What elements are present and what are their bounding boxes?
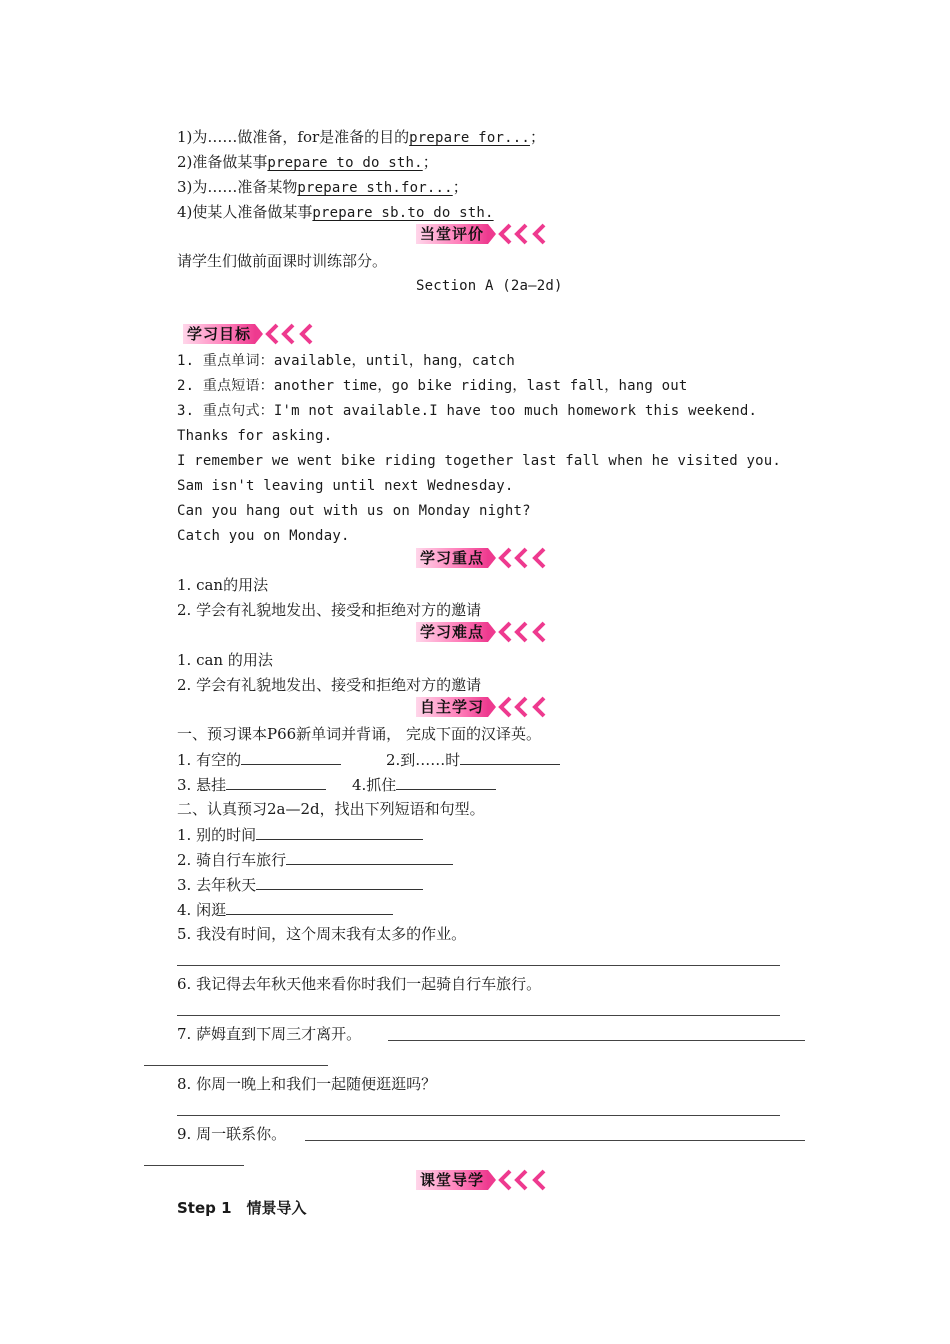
phrase-p1: [177, 824, 423, 844]
banner-guide-label: 课堂导学: [416, 1170, 488, 1190]
banner-key-points-label: 学习重点: [416, 548, 488, 568]
key-point-2: 2. 学会有礼貌地发出、接受和拒绝对方的邀请: [177, 601, 482, 619]
vocab-q3: [177, 774, 326, 794]
section-title: Section A (2a—2d): [416, 278, 563, 294]
phrase-p4-label: 4. 闲逛: [177, 901, 227, 919]
goal-sentences-2: Thanks for asking.: [177, 428, 333, 444]
sentence-p7: 7. 萨姆直到下周三才离开。: [177, 1025, 362, 1043]
prepare-item-2-en: prepare to do sth.: [267, 155, 423, 171]
phrase-p1-label: 1. 别的时间: [177, 826, 257, 844]
prepare-item-3-en: prepare sth.for...: [297, 180, 453, 196]
banner-self-study: [416, 695, 550, 719]
banner-key-points: [416, 546, 550, 570]
goal-words: 1. 重点单词：available，until，hang，catch: [177, 353, 515, 369]
sentence-p9: 9. 周一联系你。: [177, 1125, 287, 1143]
phrase-p2-label: 2. 骑自行车旅行: [177, 851, 287, 869]
answer-line-p7[interactable]: [388, 1040, 805, 1041]
vocab-q2-blank[interactable]: [460, 749, 560, 765]
vocab-q3-blank[interactable]: [226, 774, 326, 790]
banner-evaluation-label: 当堂评价: [416, 224, 488, 244]
chevrons-icon: [488, 1168, 550, 1192]
prepare-item-1-en: prepare for...: [409, 130, 530, 146]
sentence-p6: 6. 我记得去年秋天他来看你时我们一起骑自行车旅行。: [177, 975, 542, 993]
chevrons-icon: [488, 546, 550, 570]
prepare-item-1: 1)为……做准备，for是准备的目的prepare for...；: [177, 128, 545, 146]
banner-evaluation: [416, 222, 550, 246]
goal-sentences-3: I remember we went bike riding together last fall when he visited you.: [177, 453, 782, 469]
goal-sentences-5: Can you hang out with us on Monday night?: [177, 503, 531, 519]
phrase-p3-label: 3. 去年秋天: [177, 876, 257, 894]
banner-self-study-label: 自主学习: [416, 697, 488, 717]
banner-goals: [183, 322, 317, 346]
vocab-q1-label: 1. 有空的: [177, 751, 242, 769]
self-study-part2-title: 二、认真预习2a—2d，找出下列短语和句型。: [177, 800, 485, 818]
vocab-q4: [352, 774, 496, 794]
prepare-item-2: 2)准备做某事prepare to do sth.；: [177, 153, 438, 171]
answer-line-p5[interactable]: [177, 965, 780, 966]
evaluation-text: 请学生们做前面课时训练部分。: [177, 252, 388, 270]
goal-phrases: 2. 重点短语：another time，go bike riding，last fall，hang out: [177, 378, 688, 394]
phrase-p2-blank[interactable]: [286, 849, 453, 865]
difficulty-2: 2. 学会有礼貌地发出、接受和拒绝对方的邀请: [177, 676, 482, 694]
chevrons-icon: [255, 322, 317, 346]
phrase-p1-blank[interactable]: [256, 824, 423, 840]
banner-difficulties: [416, 620, 550, 644]
goal-sentences-1: 3. 重点句式：I'm not available.I have too much homework this weekend.: [177, 403, 758, 419]
chevrons-icon: [488, 620, 550, 644]
prepare-item-3-cn: 3)为……准备某物: [177, 178, 298, 196]
phrase-p3-blank[interactable]: [256, 874, 423, 890]
prepare-item-2-cn: 2)准备做某事: [177, 153, 268, 171]
answer-line-p9-cont[interactable]: [144, 1165, 244, 1166]
prepare-item-1-cn: 1)为……做准备，for是准备的目的: [177, 128, 410, 146]
vocab-q1: [177, 749, 341, 769]
prepare-item-4-en: prepare sb.to do sth.: [312, 205, 494, 221]
sentence-p8: 8. 你周一晚上和我们一起随便逛逛吗？: [177, 1075, 437, 1093]
chevrons-icon: [488, 222, 550, 246]
prepare-item-4: [177, 202, 494, 222]
banner-goals-label: 学习目标: [183, 324, 255, 344]
vocab-q4-label: 4.抓住: [352, 776, 397, 794]
difficulty-1: 1. can 的用法: [177, 651, 273, 669]
phrase-p4-blank[interactable]: [226, 899, 393, 915]
answer-line-p9[interactable]: [305, 1140, 805, 1141]
vocab-q3-label: 3. 悬挂: [177, 776, 227, 794]
vocab-q1-blank[interactable]: [241, 749, 341, 765]
self-study-part1-title: 一、预习课本P66新单词并背诵， 完成下面的汉译英。: [177, 725, 541, 743]
chevrons-icon: [488, 695, 550, 719]
answer-line-p6[interactable]: [177, 1015, 780, 1016]
key-point-1: 1. can的用法: [177, 576, 269, 594]
step-1-heading: Step 1 情景导入: [177, 1199, 307, 1217]
phrase-p3: [177, 874, 423, 894]
phrase-p4: [177, 899, 393, 919]
prepare-item-4-cn: 4)使某人准备做某事: [177, 203, 313, 221]
banner-difficulties-label: 学习难点: [416, 622, 488, 642]
answer-line-p7-cont[interactable]: [144, 1065, 328, 1066]
vocab-q4-blank[interactable]: [396, 774, 496, 790]
vocab-q2-label: 2.到……时: [386, 751, 461, 769]
sentence-p5: 5. 我没有时间，这个周末我有太多的作业。: [177, 925, 467, 943]
vocab-q2: [386, 749, 560, 769]
phrase-p2: [177, 849, 453, 869]
banner-guide: [416, 1168, 550, 1192]
answer-line-p8[interactable]: [177, 1115, 780, 1116]
prepare-item-3: 3)为……准备某物prepare sth.for...；: [177, 178, 468, 196]
goal-sentences-4: Sam isn't leaving until next Wednesday.: [177, 478, 514, 494]
goal-sentences-6: Catch you on Monday.: [177, 528, 350, 544]
